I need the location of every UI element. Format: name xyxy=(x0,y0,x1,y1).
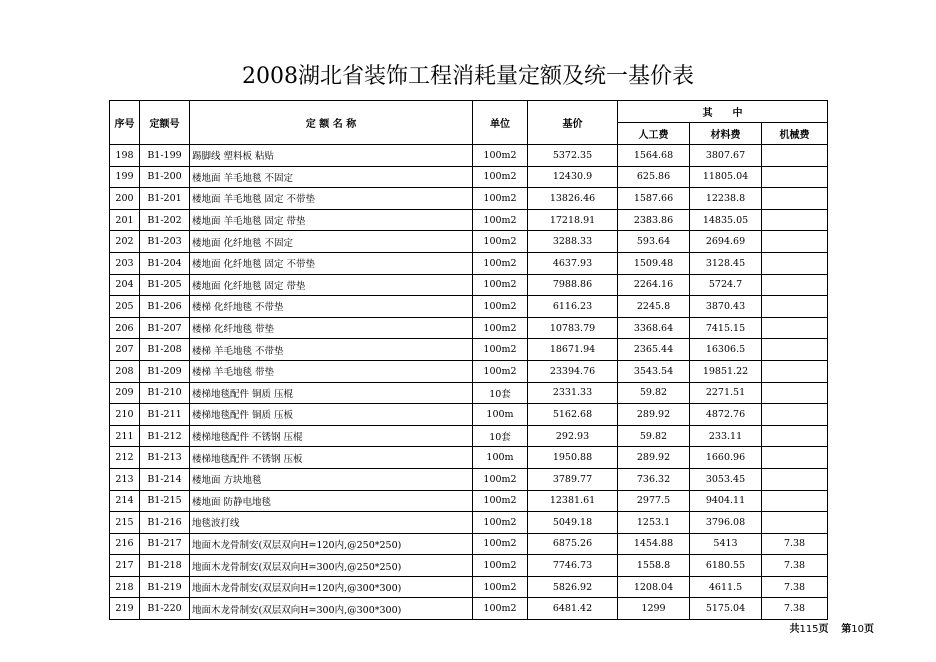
cell-price: 2331.33 xyxy=(528,382,618,404)
cell-unit: 100m xyxy=(473,404,528,426)
cell-material: 2271.51 xyxy=(690,382,762,404)
cell-material: 5724.7 xyxy=(690,274,762,296)
cell-name: 踢脚线 塑料板 粘贴 xyxy=(190,145,473,167)
cell-code: B1-214 xyxy=(140,468,190,490)
cell-seq: 209 xyxy=(110,382,140,404)
cell-name: 楼地面 羊毛地毯 固定 不带垫 xyxy=(190,188,473,210)
footer-page-prefix: 第 xyxy=(841,624,852,635)
cell-labor: 593.64 xyxy=(618,231,690,253)
cell-material: 7415.15 xyxy=(690,317,762,339)
cell-unit: 100m2 xyxy=(473,145,528,167)
cell-name: 楼梯 羊毛地毯 不带垫 xyxy=(190,339,473,361)
cell-price: 12381.61 xyxy=(528,490,618,512)
cell-price: 6481.42 xyxy=(528,598,618,620)
cell-price: 5049.18 xyxy=(528,512,618,534)
table-row xyxy=(110,512,828,534)
footer-page-num: 10 xyxy=(851,624,864,635)
cell-name: 楼梯 化纤地毯 带垫 xyxy=(190,317,473,339)
cell-seq: 204 xyxy=(110,274,140,296)
cell-machine xyxy=(762,404,828,426)
header-group: 其 中 xyxy=(618,101,828,123)
cell-price: 6875.26 xyxy=(528,533,618,555)
cell-unit: 10套 xyxy=(473,425,528,447)
cell-labor: 1558.8 xyxy=(618,555,690,577)
cell-code: B1-205 xyxy=(140,274,190,296)
table-row xyxy=(110,360,828,382)
table-row xyxy=(110,166,828,188)
header-code: 定额号 xyxy=(140,101,190,145)
table-row xyxy=(110,555,828,577)
cell-machine xyxy=(762,490,828,512)
cell-code: B1-208 xyxy=(140,339,190,361)
cell-material: 3870.43 xyxy=(690,296,762,318)
cell-unit: 100m2 xyxy=(473,490,528,512)
cell-unit: 100m2 xyxy=(473,360,528,382)
cell-machine: 7.38 xyxy=(762,555,828,577)
cell-material: 4611.5 xyxy=(690,576,762,598)
cell-price: 1950.88 xyxy=(528,447,618,469)
cell-labor: 59.82 xyxy=(618,382,690,404)
cell-code: B1-209 xyxy=(140,360,190,382)
cell-unit: 10套 xyxy=(473,382,528,404)
cell-machine xyxy=(762,188,828,210)
cell-material: 9404.11 xyxy=(690,490,762,512)
cell-labor: 2245.8 xyxy=(618,296,690,318)
cell-material: 233.11 xyxy=(690,425,762,447)
cell-material: 5413 xyxy=(690,533,762,555)
cell-code: B1-201 xyxy=(140,188,190,210)
cell-name: 楼地面 化纤地毯 不固定 xyxy=(190,231,473,253)
table-row xyxy=(110,598,828,620)
cell-seq: 198 xyxy=(110,145,140,167)
cell-machine xyxy=(762,360,828,382)
cell-price: 10783.79 xyxy=(528,317,618,339)
cell-seq: 216 xyxy=(110,533,140,555)
table-row xyxy=(110,339,828,361)
cell-material: 1660.96 xyxy=(690,447,762,469)
cell-price: 292.93 xyxy=(528,425,618,447)
cell-seq: 203 xyxy=(110,252,140,274)
cell-seq: 199 xyxy=(110,166,140,188)
cell-name: 楼地面 羊毛地毯 不固定 xyxy=(190,166,473,188)
cell-price: 18671.94 xyxy=(528,339,618,361)
cell-machine xyxy=(762,166,828,188)
cell-machine xyxy=(762,425,828,447)
cell-code: B1-216 xyxy=(140,512,190,534)
cell-price: 4637.93 xyxy=(528,252,618,274)
cell-material: 4872.76 xyxy=(690,404,762,426)
cell-name: 楼地面 化纤地毯 固定 带垫 xyxy=(190,274,473,296)
cell-material: 14835.05 xyxy=(690,209,762,231)
table-row xyxy=(110,317,828,339)
header-unit: 单位 xyxy=(473,101,528,145)
table-row xyxy=(110,188,828,210)
cell-name: 楼地面 方块地毯 xyxy=(190,468,473,490)
cell-name: 地面木龙骨制安(双层双向H=300内,@250*250) xyxy=(190,555,473,577)
cell-code: B1-218 xyxy=(140,555,190,577)
cell-material: 2694.69 xyxy=(690,231,762,253)
cell-labor: 289.92 xyxy=(618,404,690,426)
table-row xyxy=(110,382,828,404)
cell-price: 7746.73 xyxy=(528,555,618,577)
cell-price: 3789.77 xyxy=(528,468,618,490)
cell-seq: 211 xyxy=(110,425,140,447)
cell-labor: 3543.54 xyxy=(618,360,690,382)
cell-seq: 219 xyxy=(110,598,140,620)
table-row xyxy=(110,447,828,469)
cell-price: 17218.91 xyxy=(528,209,618,231)
cell-labor: 736.32 xyxy=(618,468,690,490)
table-row xyxy=(110,145,828,167)
cell-code: B1-215 xyxy=(140,490,190,512)
table-row xyxy=(110,274,828,296)
cell-seq: 200 xyxy=(110,188,140,210)
cell-unit: 100m xyxy=(473,447,528,469)
cell-labor: 59.82 xyxy=(618,425,690,447)
cell-unit: 100m2 xyxy=(473,339,528,361)
cell-name: 楼梯地毯配件 不锈钢 压棍 xyxy=(190,425,473,447)
cell-code: B1-204 xyxy=(140,252,190,274)
cell-name: 地毯波打线 xyxy=(190,512,473,534)
cell-code: B1-217 xyxy=(140,533,190,555)
cell-name: 楼梯 羊毛地毯 带垫 xyxy=(190,360,473,382)
cell-machine xyxy=(762,296,828,318)
cell-machine xyxy=(762,145,828,167)
cell-seq: 215 xyxy=(110,512,140,534)
cell-unit: 100m2 xyxy=(473,209,528,231)
cell-machine: 7.38 xyxy=(762,576,828,598)
cell-name: 楼梯地毯配件 不锈钢 压板 xyxy=(190,447,473,469)
cell-name: 楼梯地毯配件 铜质 压棍 xyxy=(190,382,473,404)
cell-code: B1-211 xyxy=(140,404,190,426)
cell-unit: 100m2 xyxy=(473,188,528,210)
cell-labor: 289.92 xyxy=(618,447,690,469)
cell-unit: 100m2 xyxy=(473,274,528,296)
footer-total-suffix: 页 xyxy=(818,624,829,635)
cell-unit: 100m2 xyxy=(473,533,528,555)
cell-material: 12238.8 xyxy=(690,188,762,210)
table-row xyxy=(110,252,828,274)
cell-seq: 207 xyxy=(110,339,140,361)
cell-material: 6180.55 xyxy=(690,555,762,577)
cell-seq: 205 xyxy=(110,296,140,318)
cell-seq: 202 xyxy=(110,231,140,253)
cell-labor: 2365.44 xyxy=(618,339,690,361)
cell-machine xyxy=(762,468,828,490)
cell-material: 16306.5 xyxy=(690,339,762,361)
price-table xyxy=(109,100,828,620)
cell-unit: 100m2 xyxy=(473,296,528,318)
table-row xyxy=(110,468,828,490)
cell-seq: 206 xyxy=(110,317,140,339)
cell-unit: 100m2 xyxy=(473,512,528,534)
table-row xyxy=(110,296,828,318)
cell-machine xyxy=(762,512,828,534)
table-row xyxy=(110,404,828,426)
cell-unit: 100m2 xyxy=(473,252,528,274)
cell-name: 地面木龙骨制安(双层双向H=300内,@300*300) xyxy=(190,598,473,620)
cell-labor: 1299 xyxy=(618,598,690,620)
cell-seq: 218 xyxy=(110,576,140,598)
cell-code: B1-199 xyxy=(140,145,190,167)
table-row xyxy=(110,231,828,253)
cell-unit: 100m2 xyxy=(473,598,528,620)
cell-unit: 100m2 xyxy=(473,317,528,339)
cell-price: 3288.33 xyxy=(528,231,618,253)
cell-material: 3053.45 xyxy=(690,468,762,490)
cell-code: B1-207 xyxy=(140,317,190,339)
cell-machine xyxy=(762,317,828,339)
footer-total-prefix: 共 xyxy=(789,624,800,635)
cell-name: 楼地面 羊毛地毯 固定 带垫 xyxy=(190,209,473,231)
cell-labor: 2264.16 xyxy=(618,274,690,296)
cell-machine xyxy=(762,339,828,361)
cell-labor: 2383.86 xyxy=(618,209,690,231)
cell-seq: 208 xyxy=(110,360,140,382)
cell-name: 地面木龙骨制安(双层双向H=120内,@300*300) xyxy=(190,576,473,598)
cell-name: 楼梯地毯配件 铜质 压板 xyxy=(190,404,473,426)
table-row xyxy=(110,425,828,447)
cell-labor: 1587.66 xyxy=(618,188,690,210)
cell-machine: 7.38 xyxy=(762,598,828,620)
cell-labor: 1208.04 xyxy=(618,576,690,598)
cell-material: 3796.08 xyxy=(690,512,762,534)
cell-code: B1-202 xyxy=(140,209,190,231)
header-material: 材料费 xyxy=(690,123,762,145)
cell-name: 楼地面 化纤地毯 固定 不带垫 xyxy=(190,252,473,274)
header-name: 定 额 名 称 xyxy=(190,101,473,145)
cell-material: 19851.22 xyxy=(690,360,762,382)
cell-machine xyxy=(762,382,828,404)
page-title: 2008湖北省装饰工程消耗量定额及统一基价表 xyxy=(242,64,694,89)
header-price: 基价 xyxy=(528,101,618,145)
footer-page-suffix: 页 xyxy=(864,624,874,635)
cell-labor: 1564.68 xyxy=(618,145,690,167)
cell-name: 地面木龙骨制安(双层双向H=120内,@250*250) xyxy=(190,533,473,555)
cell-price: 5162.68 xyxy=(528,404,618,426)
cell-unit: 100m2 xyxy=(473,231,528,253)
cell-price: 5372.35 xyxy=(528,145,618,167)
cell-unit: 100m2 xyxy=(473,166,528,188)
cell-code: B1-220 xyxy=(140,598,190,620)
cell-seq: 214 xyxy=(110,490,140,512)
cell-machine xyxy=(762,231,828,253)
cell-machine xyxy=(762,447,828,469)
cell-labor: 1509.48 xyxy=(618,252,690,274)
cell-price: 6116.23 xyxy=(528,296,618,318)
cell-labor: 1454.88 xyxy=(618,533,690,555)
cell-code: B1-200 xyxy=(140,166,190,188)
page-footer xyxy=(789,620,874,635)
table-row xyxy=(110,490,828,512)
header-labor: 人工费 xyxy=(618,123,690,145)
cell-price: 12430.9 xyxy=(528,166,618,188)
cell-price: 13826.46 xyxy=(528,188,618,210)
cell-name: 楼梯 化纤地毯 不带垫 xyxy=(190,296,473,318)
cell-material: 3807.67 xyxy=(690,145,762,167)
cell-code: B1-219 xyxy=(140,576,190,598)
table-row xyxy=(110,533,828,555)
cell-seq: 201 xyxy=(110,209,140,231)
cell-seq: 217 xyxy=(110,555,140,577)
cell-unit: 100m2 xyxy=(473,555,528,577)
cell-name: 楼地面 防静电地毯 xyxy=(190,490,473,512)
cell-material: 11805.04 xyxy=(690,166,762,188)
header-seq: 序号 xyxy=(110,101,140,145)
cell-machine xyxy=(762,274,828,296)
cell-code: B1-206 xyxy=(140,296,190,318)
cell-machine xyxy=(762,209,828,231)
cell-machine: 7.38 xyxy=(762,533,828,555)
cell-unit: 100m2 xyxy=(473,468,528,490)
table-row xyxy=(110,209,828,231)
cell-labor: 2977.5 xyxy=(618,490,690,512)
cell-code: B1-212 xyxy=(140,425,190,447)
cell-seq: 213 xyxy=(110,468,140,490)
cell-price: 23394.76 xyxy=(528,360,618,382)
cell-code: B1-203 xyxy=(140,231,190,253)
cell-price: 7988.86 xyxy=(528,274,618,296)
cell-material: 3128.45 xyxy=(690,252,762,274)
cell-seq: 212 xyxy=(110,447,140,469)
table-row xyxy=(110,576,828,598)
cell-labor: 1253.1 xyxy=(618,512,690,534)
cell-seq: 210 xyxy=(110,404,140,426)
cell-machine xyxy=(762,252,828,274)
cell-price: 5826.92 xyxy=(528,576,618,598)
header-machine: 机械费 xyxy=(762,123,828,145)
cell-code: B1-210 xyxy=(140,382,190,404)
cell-unit: 100m2 xyxy=(473,576,528,598)
cell-labor: 625.86 xyxy=(618,166,690,188)
cell-code: B1-213 xyxy=(140,447,190,469)
cell-labor: 3368.64 xyxy=(618,317,690,339)
footer-total-pages: 115 xyxy=(799,624,819,635)
cell-material: 5175.04 xyxy=(690,598,762,620)
